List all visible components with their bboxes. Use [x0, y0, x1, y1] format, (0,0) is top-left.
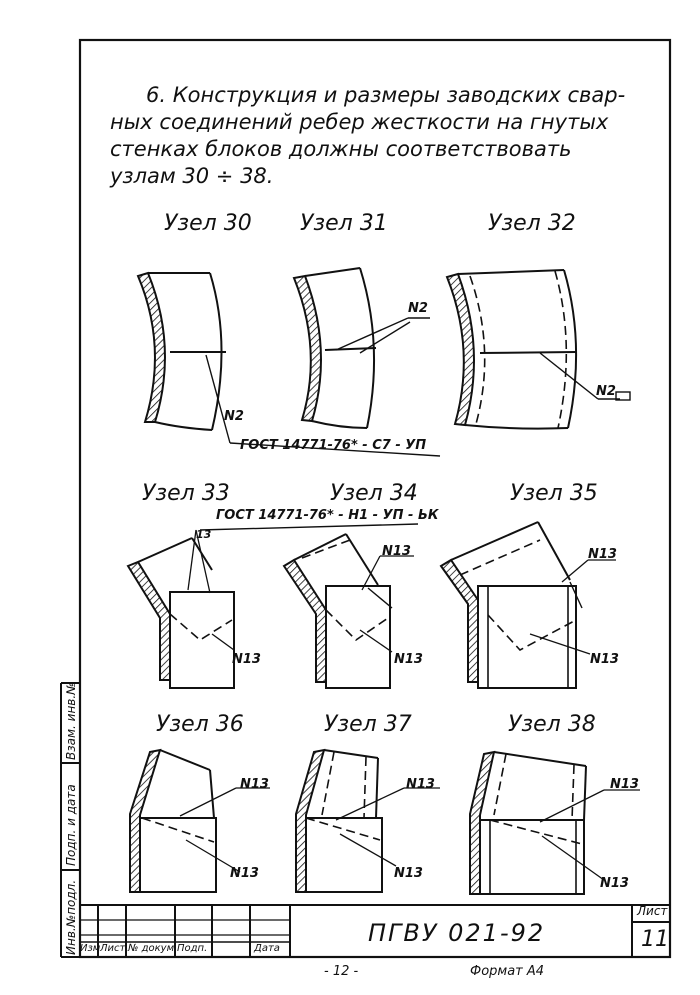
weld-callout-n13: N13: [588, 547, 617, 562]
weld-callout-n13: N13: [382, 544, 411, 559]
title-block-col-change: Изм: [80, 943, 101, 954]
weld-callout-n2: N2: [408, 301, 428, 316]
side-stamp-inv-no: Инв.№подл.: [64, 879, 78, 955]
weld-callout-n13: N13: [406, 777, 435, 792]
weld-callout-n2: N2: [224, 409, 244, 424]
title-block-col-doc-no: № докум.: [128, 943, 178, 954]
sheet-number: 11: [641, 927, 669, 952]
requirement-paragraph: [110, 82, 650, 190]
weld-callout-n13: N13: [590, 652, 619, 667]
title-block-col-sign: Подп.: [177, 943, 208, 954]
node-38-title: Узел 38: [508, 712, 596, 737]
title-block-col-date: Дата: [254, 943, 280, 954]
node-30-title: Узел 30: [164, 211, 252, 236]
side-stamp-replace-inv: Взам. инв.№: [64, 682, 78, 760]
weld-callout-n13: N13: [600, 876, 629, 891]
title-block-col-sheet: Лист: [100, 943, 126, 954]
paragraph-line: стенках блоков должны соответствовать: [110, 137, 572, 161]
node-31-title: Узел 31: [300, 211, 388, 236]
weld-callout-n13: N13: [394, 652, 423, 667]
paragraph-line: ных соединений ребер жесткости на гнутых: [110, 110, 609, 134]
gost-callout: ГОСТ 14771-76* - Н1 - УП - ЬК: [216, 508, 439, 523]
paragraph-line: 6. Конструкция и размеры заводских свар-: [146, 83, 626, 107]
node-36-title: Узел 36: [156, 712, 244, 737]
node-32-drawing: [447, 270, 630, 429]
page-number: - 12 -: [324, 964, 359, 979]
node-38-drawing: [470, 752, 640, 894]
node-30-drawing: [138, 273, 440, 456]
node-33-drawing: [128, 524, 418, 688]
paper-format: Формат А4: [470, 964, 545, 979]
node-35-title: Узел 35: [510, 481, 598, 506]
weld-callout-n2: N2: [596, 384, 616, 399]
weld-callout-n13: N13: [232, 652, 261, 667]
document-code: ПГВУ 021-92: [368, 919, 546, 947]
node-33-title: Узел 33: [142, 481, 230, 506]
sheet-label: Лист: [637, 904, 668, 918]
node-34-title: Узел 34: [330, 481, 418, 506]
weld-callout-n13: N13: [240, 777, 269, 792]
node-32-title: Узел 32: [488, 211, 576, 236]
weld-callout-n13: N13: [230, 866, 259, 881]
weld-callout-n13: N13: [610, 777, 639, 792]
paragraph-line: узлам 30 ÷ 38.: [110, 164, 274, 188]
weld-leg-label: 13: [196, 528, 212, 541]
side-stamp-sign-date: Подп. и дата: [64, 784, 78, 866]
gost-callout: ГОСТ 14771-76* - С7 - УП: [240, 438, 427, 453]
node-31-drawing: [294, 268, 430, 428]
weld-callout-n13: N13: [394, 866, 423, 881]
node-37-title: Узел 37: [324, 712, 412, 737]
